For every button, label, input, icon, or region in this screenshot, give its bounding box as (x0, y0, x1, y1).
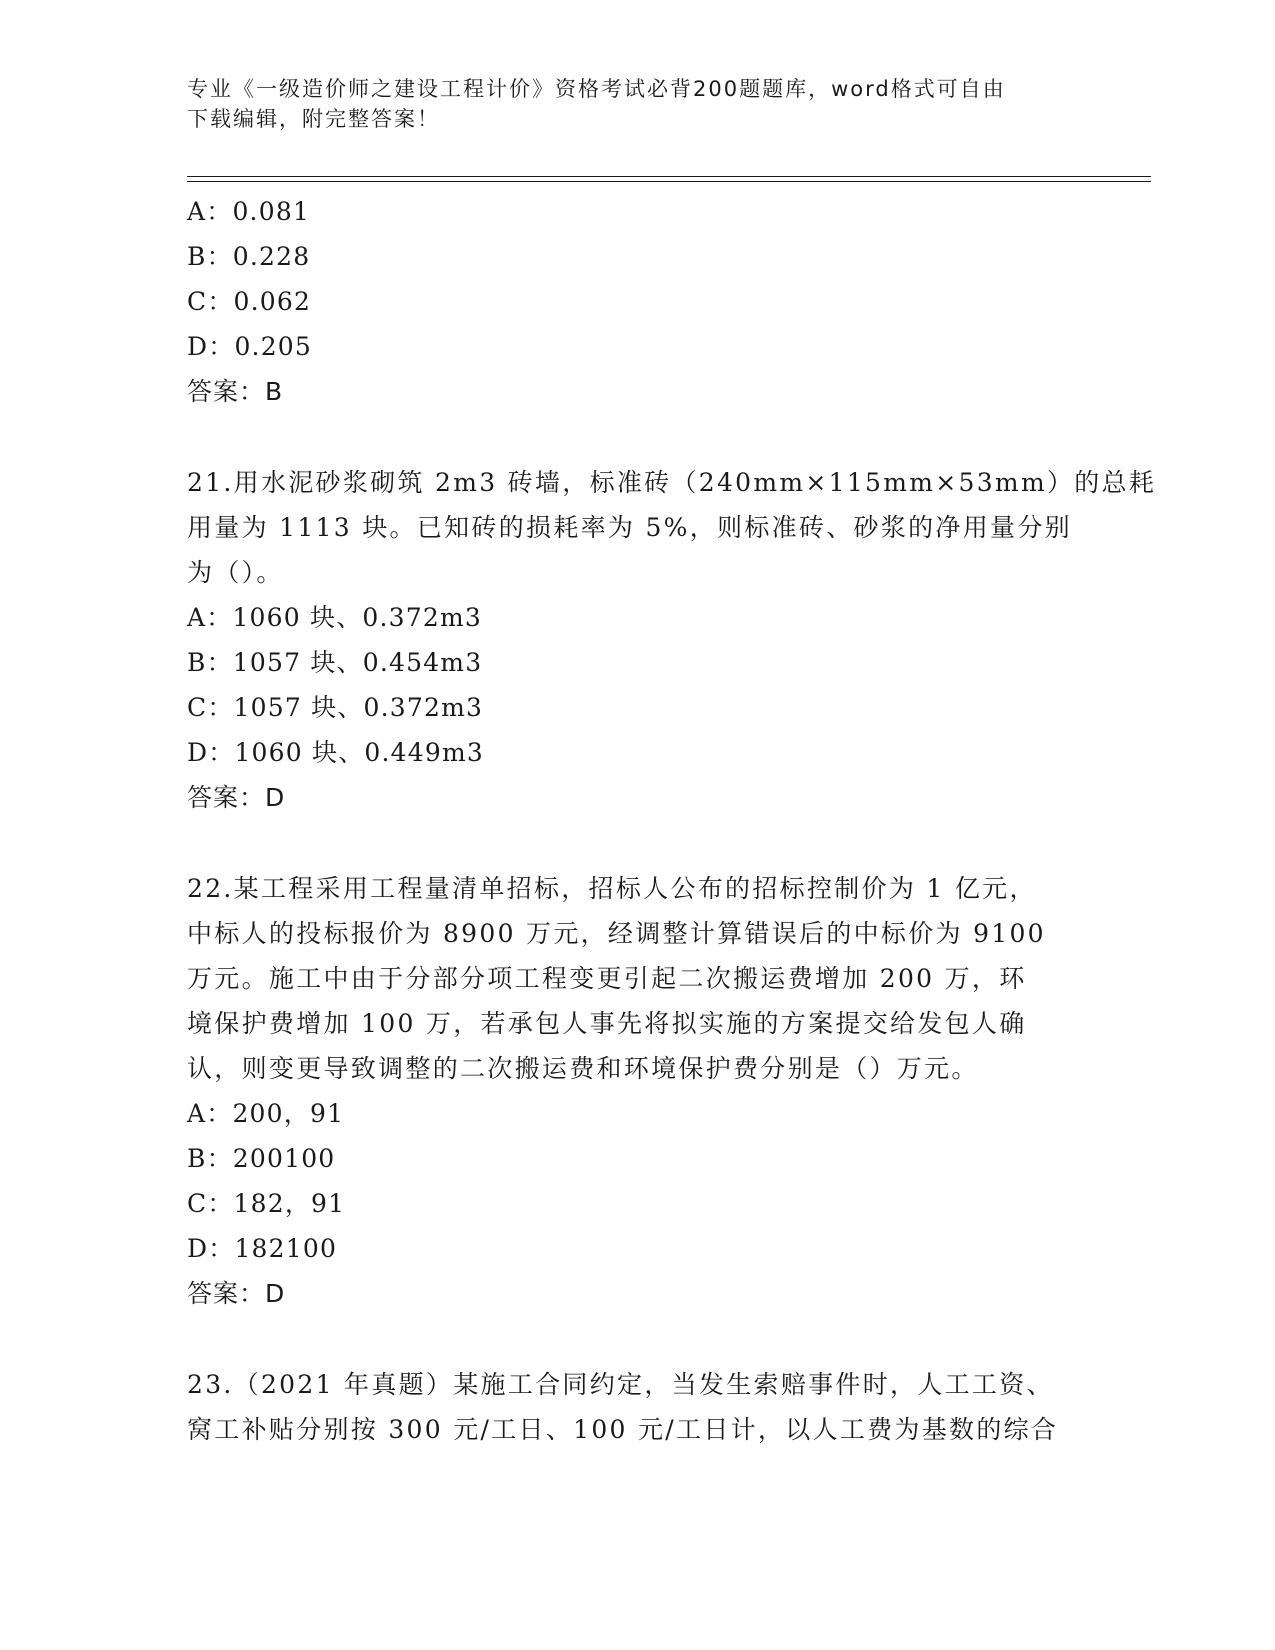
document-body (187, 189, 1157, 1452)
question-text-line: 21.用水泥砂浆砌筑 2m3 砖墙，标准砖（240mm×115mm×53mm）的总耗 (187, 468, 1157, 497)
header-divider-bottom (187, 181, 1151, 182)
question-block-20 (187, 189, 1087, 414)
option-d: D：182100 (187, 1234, 338, 1263)
question-text-line: 认，则变更导致调整的二次搬运费和环境保护费分别是（）万元。 (187, 1054, 979, 1083)
option-a: A：1060 块、0.372m3 (187, 603, 483, 632)
question-text-line: 为（）。 (187, 558, 284, 587)
page-header (187, 74, 1067, 134)
answer-line: 答案：D (187, 1279, 286, 1308)
question-block-23 (187, 1362, 1087, 1452)
question-text-line: 用量为 1113 块。已知砖的损耗率为 5%，则标准砖、砂浆的净用量分别 (187, 513, 1072, 542)
options-21 (187, 595, 1087, 820)
option-b: B：1057 块、0.454m3 (187, 648, 483, 677)
question-block-21 (187, 460, 1157, 595)
option-d: D：0.205 (187, 332, 313, 361)
options-22 (187, 1091, 1087, 1316)
option-a: A：200，91 (187, 1099, 345, 1128)
option-c: C：182，91 (187, 1189, 346, 1218)
question-text-line: 窝工补贴分别按 300 元/工日、100 元/工日计，以人工费为基数的综合 (187, 1415, 1059, 1444)
answer-line: 答案：D (187, 783, 286, 812)
header-line-1: 专业《一级造价师之建设工程计价》资格考试必背200题题库，word格式可自由 (187, 77, 1006, 101)
option-a: A：0.081 (187, 197, 311, 226)
header-line-2: 下载编辑，附完整答案！ (187, 107, 440, 131)
question-text-line: 万元。施工中由于分部分项工程变更引起二次搬运费增加 200 万，环 (187, 964, 1027, 993)
question-text-line: 中标人的投标报价为 8900 万元，经调整计算错误后的中标价为 9100 (187, 919, 1046, 948)
question-text-line: 23.（2021 年真题）某施工合同约定，当发生索赔事件时，人工工资、 (187, 1370, 1054, 1399)
option-c: C：1057 块、0.372m3 (187, 693, 484, 722)
option-d: D：1060 块、0.449m3 (187, 738, 484, 767)
question-text-line: 境保护费增加 100 万，若承包人事先将拟实施的方案提交给发包人确 (187, 1009, 1027, 1038)
option-b: B：0.228 (187, 242, 311, 271)
option-b: B：200100 (187, 1144, 336, 1173)
question-text-line: 22.某工程采用工程量清单招标，招标人公布的招标控制价为 1 亿元， (187, 874, 1037, 903)
question-block-22 (187, 866, 1087, 1091)
header-divider-top (187, 176, 1151, 177)
answer-line: 答案：B (187, 377, 284, 406)
option-c: C：0.062 (187, 287, 312, 316)
